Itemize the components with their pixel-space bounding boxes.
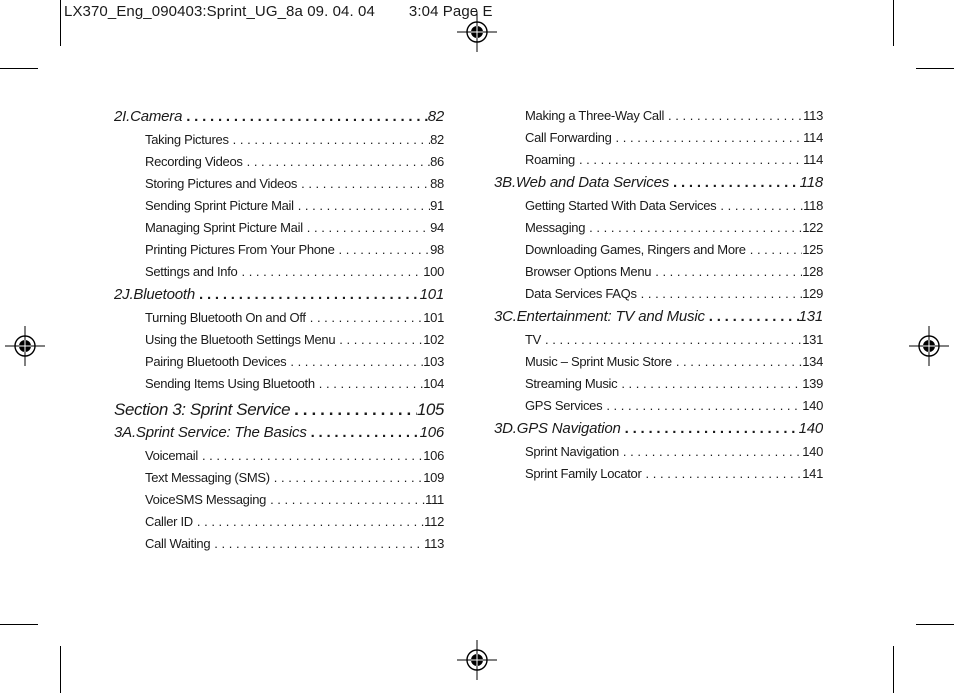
toc-chapter-number: 2J. [114, 286, 134, 303]
toc-chapter-heading [494, 420, 823, 444]
toc-entry [494, 444, 823, 466]
toc-leader-dots [651, 264, 802, 279]
toc-leader-dots [637, 286, 803, 301]
crop-mark-bottom-right-h [916, 624, 954, 625]
toc-leader-dots [306, 310, 423, 325]
toc-page-number: 86 [430, 154, 444, 169]
toc-page-number: 109 [423, 470, 444, 485]
toc-entry [494, 354, 823, 376]
toc-leader-dots [602, 398, 802, 413]
crop-mark-bottom-left-h [0, 624, 38, 625]
toc-page-number: 101 [419, 286, 444, 303]
toc-leader-dots [303, 220, 430, 235]
toc-leader-dots [642, 466, 803, 481]
toc-entry [114, 310, 444, 332]
toc-entry [114, 154, 444, 176]
toc-page-number: 91 [430, 198, 444, 213]
toc-leader-dots [315, 376, 423, 391]
toc-leader-dots [621, 420, 799, 437]
toc-entry [114, 198, 444, 220]
toc-chapter-number: 2I. [114, 108, 131, 125]
toc-title: Pairing Bluetooth Devices [145, 354, 287, 369]
toc-title: Text Messaging (SMS) [145, 470, 270, 485]
toc-title: Taking Pictures [145, 132, 229, 147]
toc-title: Streaming Music [525, 376, 618, 391]
toc-title: Managing Sprint Picture Mail [145, 220, 303, 235]
toc-leader-dots [294, 198, 430, 213]
print-slug [64, 3, 493, 20]
toc-page-number: 102 [423, 332, 444, 347]
toc-entry [114, 132, 444, 154]
toc-leader-dots [270, 470, 423, 485]
toc-title: Caller ID [145, 514, 193, 529]
toc-leader-dots [266, 492, 425, 507]
toc-leader-dots [243, 154, 431, 169]
toc-entry [494, 398, 823, 420]
toc-entry [114, 376, 444, 398]
registration-mark-left-icon [5, 326, 45, 366]
toc-title: Roaming [525, 152, 575, 167]
toc-title: Music – Sprint Music Store [525, 354, 672, 369]
toc-entry [114, 470, 444, 492]
toc-leader-dots [705, 308, 799, 325]
toc-title: Sprint Family Locator [525, 466, 642, 481]
toc-title: Making a Three-Way Call [525, 108, 665, 123]
toc-leader-dots [716, 198, 803, 213]
slug-filename: LX370_Eng_090403:Sprint_UG_8a 09. 04. 04 [64, 3, 375, 20]
toc-leader-dots [286, 354, 423, 369]
toc-page-number: 131 [802, 332, 823, 347]
toc-title: VoiceSMS Messaging [145, 492, 267, 507]
toc-leader-dots [210, 536, 424, 551]
toc-entry [114, 220, 444, 242]
toc-title: Messaging [525, 220, 586, 235]
toc-leader-dots [672, 354, 802, 369]
toc-title: GPS Services [525, 398, 603, 413]
toc-leader-dots [195, 286, 420, 303]
toc-page-number: 112 [424, 514, 444, 529]
toc-title: Browser Options Menu [525, 264, 652, 279]
toc-entry [494, 286, 823, 308]
toc-leader-dots [619, 444, 802, 459]
toc-title: Data Services FAQs [525, 286, 637, 301]
toc-leader-dots [746, 242, 802, 257]
toc-leader-dots [229, 132, 430, 147]
toc-page-number: 100 [423, 264, 444, 279]
toc-left-column [114, 108, 444, 558]
toc-page-number: 125 [802, 242, 823, 257]
toc-page-number: 114 [803, 130, 823, 145]
toc-title: Downloading Games, Ringers and More [525, 242, 746, 257]
toc-leader-dots [290, 400, 417, 420]
toc-entry [494, 332, 823, 354]
toc-page-number: 134 [802, 354, 823, 369]
crop-mark-top-left-v [60, 0, 61, 46]
toc-title: Call Waiting [145, 536, 211, 551]
toc-page-number: 140 [802, 444, 823, 459]
toc-leader-dots [612, 130, 804, 145]
toc-page-number: 105 [416, 400, 444, 419]
toc-page-number: 140 [802, 398, 823, 413]
toc-entry [114, 448, 444, 470]
toc-section-heading [114, 400, 444, 424]
toc-page-number: 129 [802, 286, 823, 301]
toc-title: Sprint Service: The Basics [135, 424, 307, 441]
toc-title: Settings and Info [145, 264, 238, 279]
toc-leader-dots [297, 176, 430, 191]
registration-mark-bottom-icon [457, 640, 497, 680]
crop-mark-top-right-v [893, 0, 894, 46]
toc-page-number: 111 [425, 492, 444, 507]
toc-chapter-heading [494, 174, 823, 198]
toc-entry [114, 354, 444, 376]
toc-leader-dots [182, 108, 427, 125]
toc-leader-dots [237, 264, 423, 279]
toc-page-number: 113 [424, 536, 444, 551]
toc-page-number: 114 [803, 152, 823, 167]
toc-entry [114, 536, 444, 558]
toc-page-number: 106 [419, 424, 444, 441]
toc-leader-dots [617, 376, 802, 391]
toc-page-number: 98 [430, 242, 444, 257]
toc-title: Section 3: Sprint Service [114, 400, 291, 419]
toc-title: Printing Pictures From Your Phone [145, 242, 335, 257]
toc-entry [114, 332, 444, 354]
registration-mark-top-icon [457, 12, 497, 52]
toc-title: Using the Bluetooth Settings Menu [145, 332, 336, 347]
toc-entry [494, 130, 823, 152]
toc-title: Recording Videos [145, 154, 243, 169]
toc-leader-dots [669, 174, 800, 191]
toc-page-number: 88 [430, 176, 444, 191]
toc-page-number: 103 [423, 354, 444, 369]
toc-entry [114, 492, 444, 514]
toc-page-number: 141 [802, 466, 823, 481]
toc-leader-dots [335, 242, 431, 257]
toc-page-number: 82 [427, 108, 444, 125]
toc-page-number: 118 [799, 174, 823, 191]
toc-title: Entertainment: TV and Music [516, 308, 705, 325]
crop-mark-bottom-left-v [60, 646, 61, 693]
toc-leader-dots [193, 514, 424, 529]
toc-title: Sending Items Using Bluetooth [145, 376, 315, 391]
toc-title: Web and Data Services [515, 174, 670, 191]
toc-page-number: 82 [430, 132, 444, 147]
crop-mark-top-right-h [916, 68, 954, 69]
toc-page-number: 94 [430, 220, 444, 235]
registration-mark-right-icon [909, 326, 949, 366]
toc-page-number: 140 [798, 420, 823, 437]
toc-title: Sprint Navigation [525, 444, 619, 459]
toc-page-number: 101 [423, 310, 444, 325]
toc-entry [494, 198, 823, 220]
crop-mark-bottom-right-v [893, 646, 894, 693]
toc-title: Camera [130, 108, 183, 125]
toc-chapter-heading [114, 108, 444, 132]
toc-entry [494, 376, 823, 398]
toc-leader-dots [664, 108, 803, 123]
toc-page-number: 113 [803, 108, 823, 123]
toc-chapter-heading [114, 424, 444, 448]
toc-chapter-number: 3D. [494, 420, 517, 437]
toc-entry [114, 242, 444, 264]
toc-leader-dots [335, 332, 423, 347]
toc-title: TV [525, 332, 542, 347]
toc-entry [114, 514, 444, 536]
toc-chapter-number: 3A. [114, 424, 136, 441]
toc-page-number: 139 [802, 376, 823, 391]
toc-title: Bluetooth [133, 286, 196, 303]
toc-page-number: 122 [802, 220, 823, 235]
toc-entry [114, 264, 444, 286]
toc-entry [114, 176, 444, 198]
toc-page-number: 118 [803, 198, 823, 213]
toc-entry [494, 264, 823, 286]
toc-title: Voicemail [145, 448, 198, 463]
toc-leader-dots [198, 448, 423, 463]
toc-chapter-heading [114, 286, 444, 310]
toc-leader-dots [541, 332, 802, 347]
toc-title: GPS Navigation [516, 420, 621, 437]
toc-right-column [494, 108, 823, 488]
toc-chapter-number: 3B. [494, 174, 516, 191]
toc-leader-dots [575, 152, 803, 167]
toc-entry [494, 220, 823, 242]
toc-title: Turning Bluetooth On and Off [145, 310, 306, 325]
toc-leader-dots [585, 220, 802, 235]
toc-page-number: 104 [423, 376, 444, 391]
toc-title: Call Forwarding [525, 130, 612, 145]
crop-mark-top-left-h [0, 68, 38, 69]
slug-time: 3:04 Page E [408, 3, 493, 20]
toc-chapter-heading [494, 308, 823, 332]
toc-title: Getting Started With Data Services [525, 198, 717, 213]
toc-entry [494, 242, 823, 264]
toc-entry [494, 108, 823, 130]
toc-entry [494, 152, 823, 174]
toc-page-number: 131 [798, 308, 823, 325]
toc-chapter-number: 3C. [494, 308, 517, 325]
toc-entry [494, 466, 823, 488]
toc-title: Sending Sprint Picture Mail [145, 198, 294, 213]
toc-title: Storing Pictures and Videos [145, 176, 298, 191]
toc-page-number: 106 [423, 448, 444, 463]
toc-leader-dots [307, 424, 420, 441]
toc-page-number: 128 [802, 264, 823, 279]
